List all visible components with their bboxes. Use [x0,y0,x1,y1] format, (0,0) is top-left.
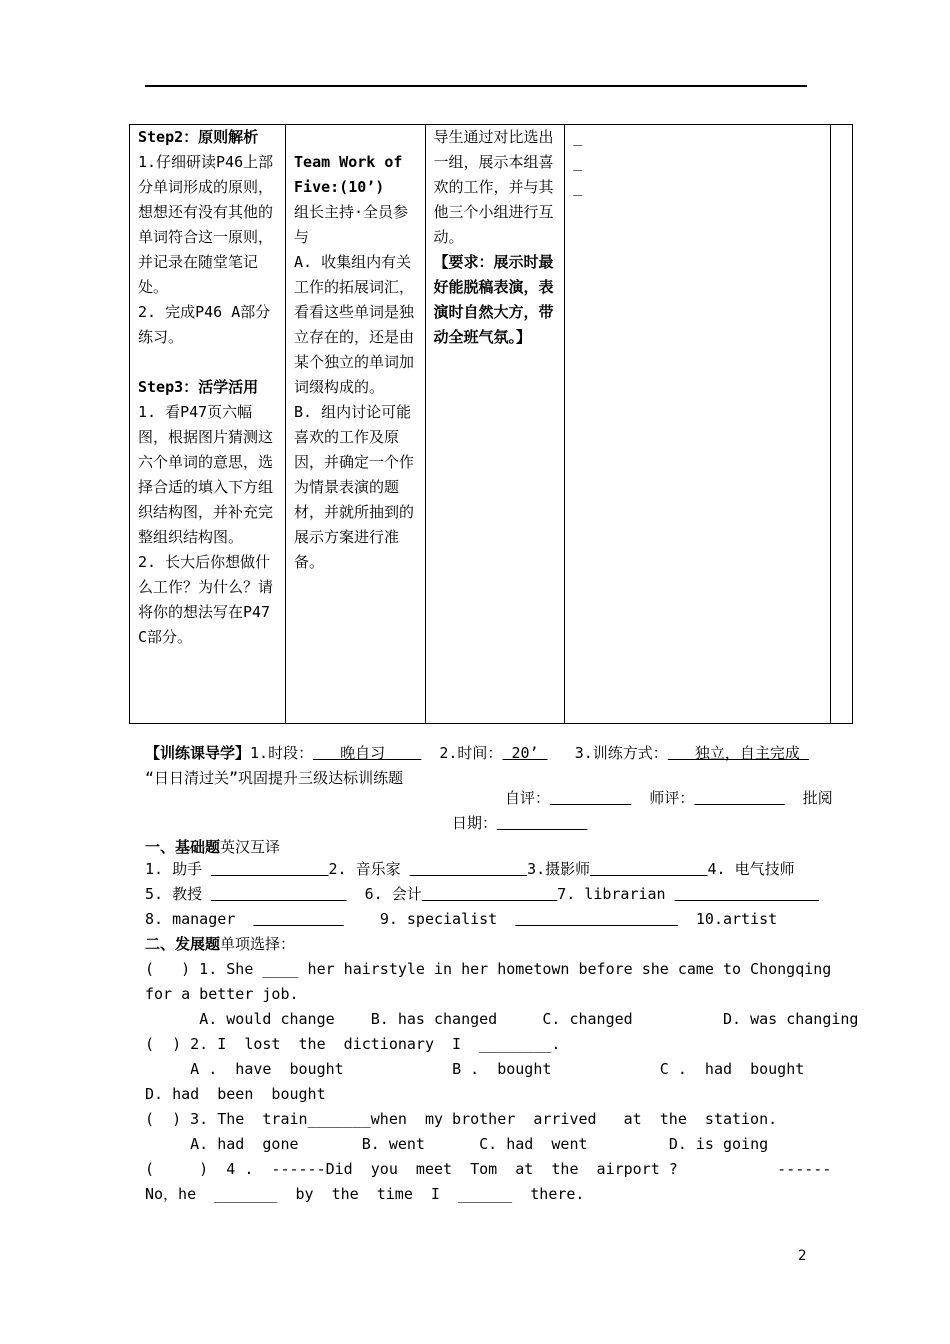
q1-options: A. would change B. has changed C. changed D. was changing [199,1010,859,1028]
step2-title: Step2：原则解析 [138,128,259,146]
leader-note: 组长主持·全员参与 [294,203,409,246]
q2-text: ( ) 2. I lost the dictionary I ________. [145,1035,561,1053]
teamwork-item-a: A. 收集组内有关工作的拓展词汇，看看这些单词是独立存在的，还是由某个独立的单词加词缀构成的。 [294,253,415,396]
section2-title: 二、发展题单项选择： [145,935,296,953]
guide-cell [425,125,565,724]
q2-option-d: D. had been bought [145,1085,326,1103]
margin-cell [830,125,852,724]
section1-title: 一、基础题英汉互译 [145,838,281,856]
step3-title: Step3：活学活用 [138,378,259,396]
period-value: 晚自习 [340,744,386,762]
step3-item2: 2. 长大后你想做什么工作？为什么？请将你的想法写在P47 C部分。 [138,553,274,646]
step2-item1: 1.仔细研读P46上部分单词形成的原则，想想还有没有其他的单词符合这一原则，并记录在随堂笔记处。 [138,153,274,296]
q3-text: ( ) 3. The train_______when my brother arrived at the station. [145,1110,778,1128]
team-line2: Five:(10’) [294,178,385,196]
q3-options: A. had gone B. went C. had went D. is going [190,1135,769,1153]
teamwork-cell [286,125,426,724]
step3-item1: 1. 看P47页六幅图，根据图片猜测这六个单词的意思，选择合适的填入下方组织结构图，并补充完整组织结构图。 [138,403,274,546]
training-subtitle: “日日清过关”巩固提升三级达标训练题 [145,769,404,787]
step2-item2: 2. 完成P46 A部分练习。 [138,303,271,346]
q1-text2: for a better job. [145,985,299,1003]
mode-value: 独立，自主完成 [694,744,800,762]
header-rule [145,85,807,87]
q1-text: ( ) 1. She ____ her hairstyle in her hometown before she came to Chongqing [145,960,832,978]
blank-2: _ [573,153,583,171]
teamwork-item-b: B. 组内讨论可能喜欢的工作及原因，并确定一个作为情景表演的题材，并就所抽到的展示方案进行准备。 [294,403,415,571]
lesson-table [129,124,853,724]
blank-1: _ [573,128,583,146]
vocab-row1: 1. 助手 2. 音乐家 3.摄影师 4. 电气技师 [145,860,795,878]
q4-text: ( ) 4 . ------Did you meet Tom at the airport ? ------ [145,1160,832,1178]
page-number: 2 [798,1248,807,1264]
training-header: 【训练课导学】1.时段： 晚自习 2.时间： 20’ 3.训练方式： 独立，自主完成 [145,744,800,762]
q4-text2: No，he _______ by the time I ______ there. [145,1185,585,1203]
time-value: 20’ [511,744,539,762]
guide-text: 导生通过对比选出一组，展示本组喜欢的工作，并与其他三个小组进行互动。 [433,128,554,246]
q2-options: A . have bought B . bought C . had bought [190,1060,805,1078]
steps-cell [130,125,286,724]
date-line: 日期： [452,814,498,832]
vocab-row2: 5. 教授 6. 会计 7. librarian [145,885,666,903]
blank-3: _ [573,178,583,196]
requirement-text: 【要求：展示时最好能脱稿表演，表演时自然大方，带动全班气氛。】 [433,253,554,346]
vocab-row3: 8. manager 9. specialist 10.artist [145,910,778,928]
evaluation-line: 自评： 师评： 批阅 [505,789,833,807]
team-line1: Team Work of [294,153,403,171]
notes-cell [565,125,831,724]
